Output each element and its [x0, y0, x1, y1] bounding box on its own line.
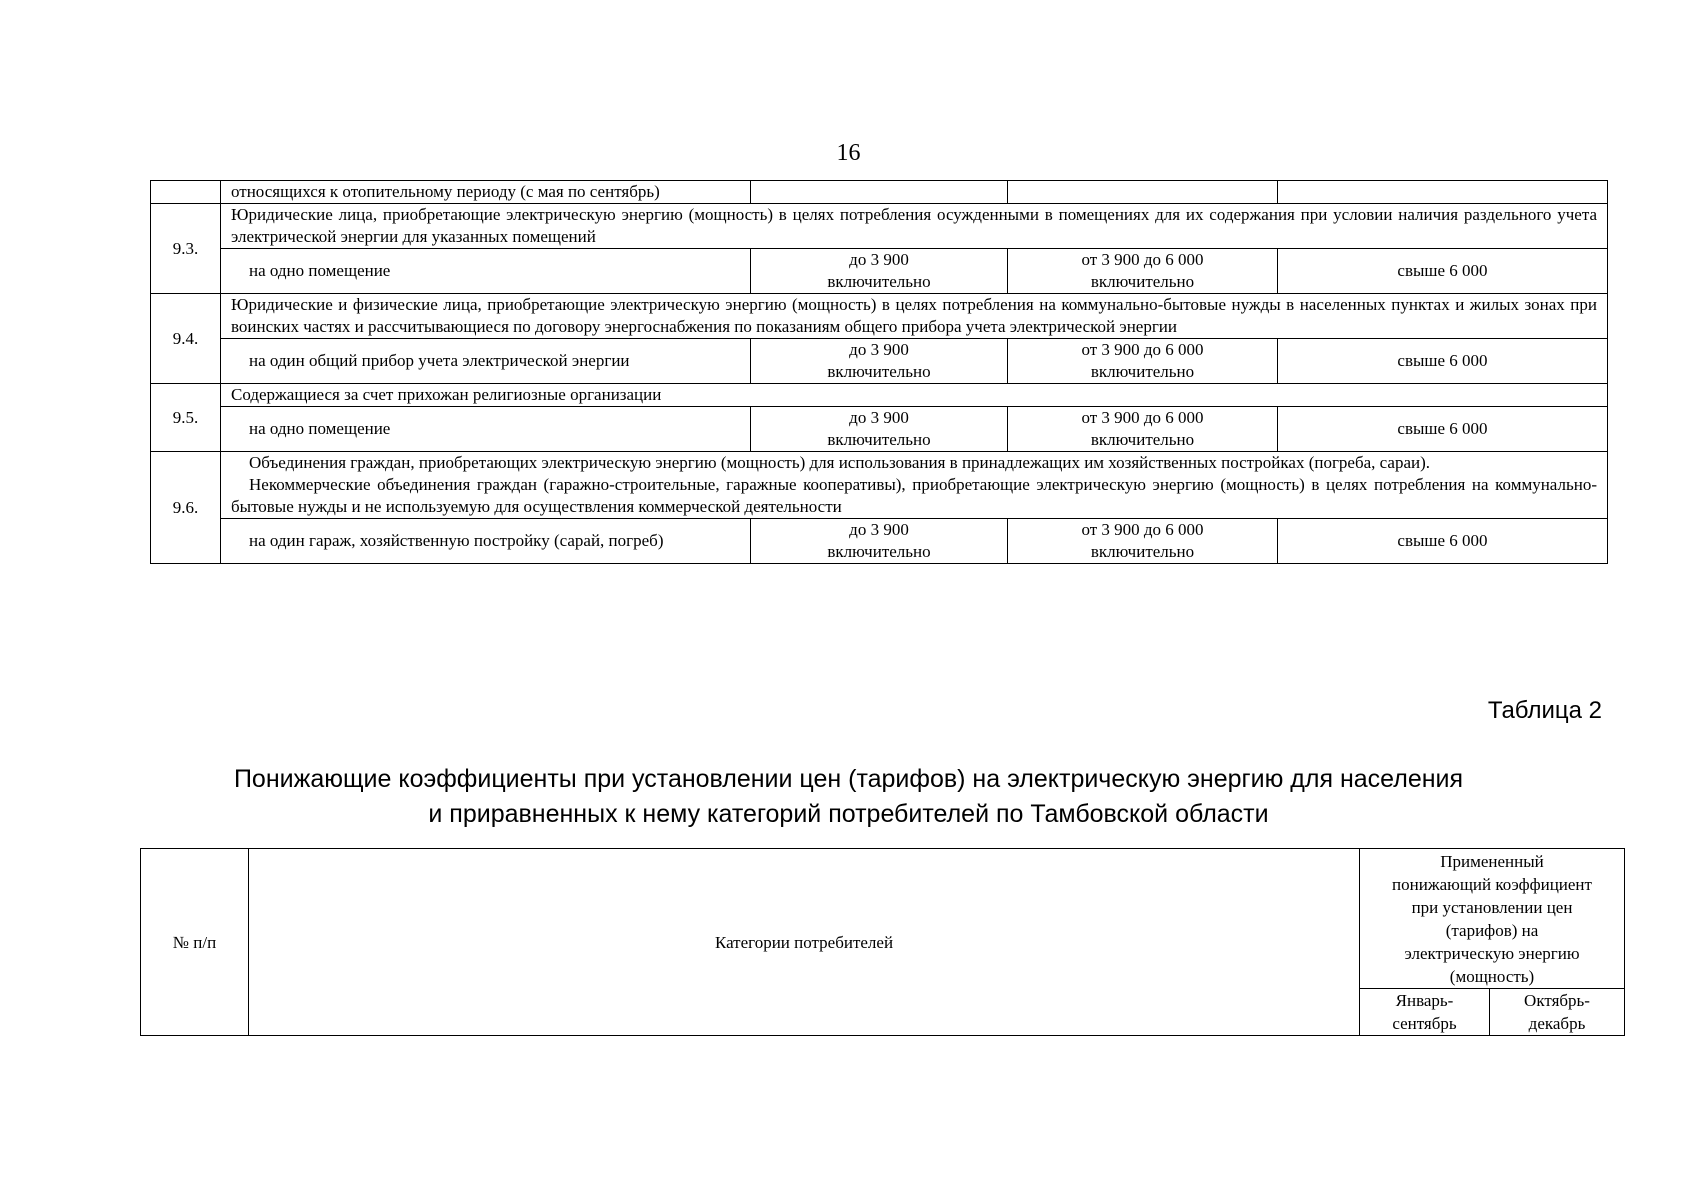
table-title: Понижающие коэффициенты при установлении цен (тарифов) на электрическую энергию для населения и приравненных к нему категорий потребителей по Тамбовской области	[233, 765, 1464, 828]
range-mid: от 3 900 до 6 000 включительно	[1008, 339, 1278, 384]
range-mid: от 3 900 до 6 000 включительно	[1008, 519, 1278, 564]
header-coefficient: Примененный понижающий коэффициент при установлении цен (тарифов) на электрическую энергию (мощность)	[1360, 849, 1625, 989]
table-row	[151, 452, 1608, 519]
range-low: до 3 900 включительно	[751, 339, 1008, 384]
description-paragraph: Объединения граждан, приобретающих электрическую энергию (мощность) для использования в принадлежащих им хозяйственных постройках (погреба, сараи).	[249, 453, 1431, 472]
row-number: 9.4.	[151, 294, 221, 384]
row-number: 9.3.	[151, 204, 221, 294]
unit-label: на один общий прибор учета электрической энергии	[221, 339, 751, 384]
tariff-table-continued	[150, 180, 1608, 564]
category-description: Юридические лица, приобретающие электрическую энергию (мощность) в целях потребления осужденными в помещениях для их содержания при условии наличия раздельного учета электрической энергии для указанных помещений	[221, 204, 1608, 249]
range-mid: от 3 900 до 6 000 включительно	[1008, 407, 1278, 452]
table-row	[151, 294, 1608, 339]
table-row	[151, 519, 1608, 564]
description-paragraph: Некоммерческие объединения граждан (гаражно-строительные, гаражные кооперативы), приобретающие электрическую энергию (мощность) в целях потребления на коммунально-бытовые нужды и не используемую для осуществления коммерческой деятельности	[231, 475, 1597, 516]
header-num: № п/п	[141, 849, 249, 1036]
coefficients-table	[140, 848, 1625, 1036]
category-description: Содержащиеся за счет прихожан религиозные организации	[221, 384, 1608, 407]
table-row	[151, 384, 1608, 407]
table-row	[151, 249, 1608, 294]
header-period-2: Октябрь- декабрь	[1490, 989, 1625, 1036]
range-low: до 3 900 включительно	[751, 407, 1008, 452]
table-row	[151, 407, 1608, 452]
range-high: свыше 6 000	[1278, 407, 1608, 452]
unit-label: на одно помещение	[221, 407, 751, 452]
row-number: 9.6.	[151, 452, 221, 564]
category-description	[221, 452, 1608, 519]
header-category: Категории потребителей	[249, 849, 1360, 1036]
num-cell	[151, 181, 221, 204]
unit-label: на один гараж, хозяйственную постройку (сарай, погреб)	[221, 519, 751, 564]
table-label: Таблица 2	[1487, 697, 1602, 724]
unit-label: на одно помещение	[221, 249, 751, 294]
header-period-1: Январь- сентябрь	[1360, 989, 1490, 1036]
table-row	[151, 181, 1608, 204]
table-row	[151, 204, 1608, 249]
range-high: свыше 6 000	[1278, 519, 1608, 564]
row-number: 9.5.	[151, 384, 221, 452]
range-low: до 3 900 включительно	[751, 519, 1008, 564]
range-low: до 3 900 включительно	[751, 249, 1008, 294]
page-number: 16	[836, 140, 861, 166]
table-row	[151, 339, 1608, 384]
range-high: свыше 6 000	[1278, 339, 1608, 384]
category-description: Юридические и физические лица, приобретающие электрическую энергию (мощность) в целях потребления на коммунально-бытовые нужды в населенных пунктах и жилых зонах при воинских частях и рассчитывающиеся по договору энергоснабжения по показаниям общего прибора учета электрической энергии	[221, 294, 1608, 339]
range-mid: от 3 900 до 6 000 включительно	[1008, 249, 1278, 294]
continuation-text: относящихся к отопительному периоду (с мая по сентябрь)	[221, 181, 751, 204]
range-high: свыше 6 000	[1278, 249, 1608, 294]
table-header-row	[141, 849, 1625, 989]
